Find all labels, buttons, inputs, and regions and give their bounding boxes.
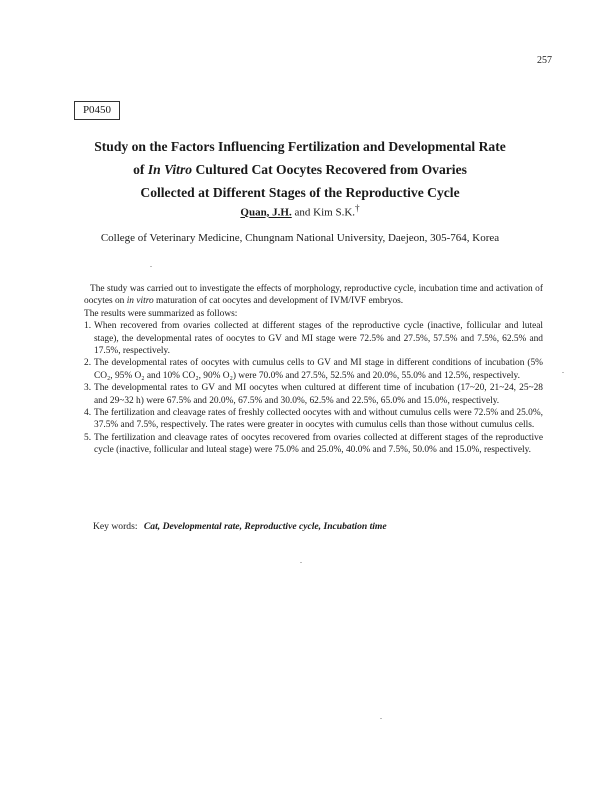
abstract-body <box>84 283 543 457</box>
title-line-2-rest: Cultured Cat Oocytes Recovered from Ovaries <box>195 162 467 177</box>
keywords-terms: Cat, Developmental rate, Reproductive cycle, Incubation time <box>143 521 387 532</box>
result-number: 3. <box>84 383 92 394</box>
result-number: 5. <box>84 432 92 443</box>
results-intro: The results were summarized as follows: <box>84 308 238 319</box>
title-line-3: Collected at Different Stages of the Reproductive Cycle <box>140 185 460 200</box>
abstract-intro <box>84 283 543 308</box>
keywords <box>93 521 543 532</box>
author-connector: and <box>294 206 311 219</box>
abstract-intro-part2: maturation of cat oocytes and development of IVM/IVF embryos. <box>156 296 404 307</box>
paper-title <box>40 135 560 204</box>
authors <box>40 203 560 219</box>
affiliation: College of Veterinary Medicine, Chungnam National University, Daejeon, 305-764, Korea <box>100 232 500 244</box>
abstract-intro-italic: in vitro <box>126 296 154 307</box>
page-number: 257 <box>537 55 552 66</box>
author-first: Quan, J.H. <box>240 206 292 219</box>
results-list <box>84 320 543 456</box>
result-text: The fertilization and cleavage rates of freshly collected oocytes with and without cumulus cells were 72.5% and 25.0%, 37.5% and 7.5%, respectively. The rates were greater in oocytes with cumulus cells than those without cumulus cells. <box>94 408 543 431</box>
scan-speck <box>300 562 302 563</box>
result-text: When recovered from ovaries collected at different stages of the reproductive cycle (inactive, follicular and luteal stage), the developmental rates of oocytes to GV and MI stage were 72.5% and 27.5%, 57.5% and 7.5%, 62.5% and 17.5%, respectively. <box>94 321 543 357</box>
title-prefix: of <box>133 162 148 177</box>
result-number: 1. <box>84 321 92 332</box>
result-text: The developmental rates of oocytes with cumulus cells to GV and MI stage in different conditions of incubation (5% CO₂, 95% O₂ and 10% CO₂, 90% O₂) were 70.0% and 27.5%, 52.5% and 20.0%, 55.0% and 12.5%, respectively. <box>94 358 543 381</box>
result-item <box>84 432 543 457</box>
result-item <box>84 320 543 357</box>
title-line-2 <box>40 158 560 181</box>
scan-speck <box>150 266 152 267</box>
title-line-1: Study on the Factors Influencing Fertilization and Developmental Rate <box>94 139 506 154</box>
result-item <box>84 407 543 432</box>
result-number: 4. <box>84 408 92 419</box>
result-text: The developmental rates to GV and MI oocytes when cultured at different time of incubation (17~20, 21~24, 25~28 and 29~32 h) were 67.5% and 20.0%, 67.5% and 30.0%, 62.5% and 22.5%, 65.0% and 15.0%, respectively. <box>94 383 543 406</box>
scan-speck <box>380 718 382 719</box>
result-item <box>84 357 543 382</box>
author-second: Kim S.K. <box>313 206 356 219</box>
title-italic: In Vitro <box>147 162 193 177</box>
abstract-code-box: P0450 <box>74 101 120 120</box>
keywords-label: Key words: <box>93 521 138 532</box>
abstract-intro-part1: The study was carried out to investigate the effects of morphology, reproductive cycle, incubation time and activation of oocytes on <box>84 284 543 307</box>
result-item <box>84 382 543 407</box>
result-text: The fertilization and cleavage rates of oocytes recovered from ovaries collected at different stages of the reproductive cycle (inactive, follicular and luteal stage) were 75.0% and 25.0%, 40.0% and 7.5%, 50.0% and 15.0%, respectively. <box>94 432 543 456</box>
scan-speck <box>562 372 564 373</box>
result-number: 2. <box>84 358 92 369</box>
author-dagger: † <box>355 203 360 213</box>
